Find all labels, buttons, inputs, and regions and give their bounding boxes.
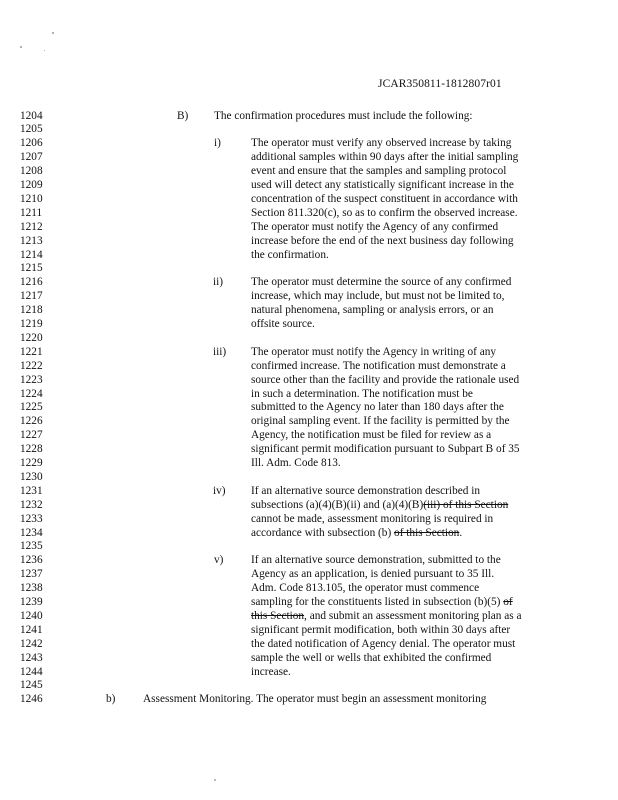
line-text (251, 527, 462, 540)
text-segment: The operator must determine the source of any confirmed (251, 276, 512, 289)
text-segment: the confirmation. (251, 248, 329, 261)
text-line (0, 415, 618, 428)
line-text (251, 165, 506, 178)
line-number: 1216 (20, 276, 43, 289)
text-segment: significant permit modification pursuant to Subpart B of 35 (251, 443, 520, 456)
line-text (251, 554, 501, 567)
line-number: 1206 (20, 137, 43, 150)
struck-text: of this Section (394, 526, 460, 539)
line-number: 1226 (20, 415, 43, 428)
text-segment: significant permit modification, both within 30 days after (251, 623, 511, 636)
text-line (0, 249, 618, 262)
text-segment: source other than the facility and provide the rationale used (251, 373, 520, 386)
text-segment: If an alternative source demonstration described in (251, 484, 480, 497)
line-text (251, 249, 329, 262)
line-number: 1208 (20, 165, 43, 178)
text-line (0, 235, 618, 248)
text-segment: confirmed increase. The notification must demonstrate a (251, 359, 506, 372)
text-line (0, 679, 618, 692)
line-text (251, 276, 511, 289)
text-line (0, 318, 618, 331)
line-number: 1241 (20, 623, 43, 636)
text-line (0, 624, 618, 637)
line-number: 1212 (20, 220, 43, 233)
line-number: 1223 (20, 373, 43, 386)
line-number: 1227 (20, 429, 43, 442)
line-number: 1228 (20, 443, 43, 456)
scan-speck (52, 32, 54, 34)
line-text (251, 318, 315, 331)
text-line (0, 471, 618, 484)
text-segment: increase, which may include, but must not be limited to, (251, 290, 505, 303)
subsection-label: iii) (213, 345, 227, 358)
line-text (251, 415, 510, 428)
text-segment: , and submit an assessment monitoring plan as a (304, 609, 522, 622)
line-number: 1244 (20, 665, 43, 678)
line-number: 1236 (20, 554, 43, 567)
line-text (251, 235, 514, 248)
text-segment: natural phenomena, sampling or analysis errors, or an (251, 304, 494, 317)
text-line (0, 582, 618, 595)
line-number: 1222 (20, 359, 43, 372)
text-segment: Assessment Monitoring. The operator must begin an assessment monitoring (143, 693, 487, 706)
text-line (0, 499, 618, 512)
text-line (0, 165, 618, 178)
text-segment: Ill. Adm. Code 813. (251, 457, 341, 469)
line-number: 1246 (20, 693, 43, 706)
line-number: 1232 (20, 498, 43, 511)
text-segment: The operator must notify the Agency in writing of any (251, 345, 497, 358)
text-segment: additional samples within 90 days after the initial sampling (251, 151, 519, 164)
text-segment: Agency, the notification must be filed for review as a (251, 429, 492, 442)
line-number: 1233 (20, 512, 43, 525)
line-number: 1213 (20, 234, 43, 247)
line-number: 1234 (20, 526, 43, 539)
line-text (251, 179, 514, 192)
text-segment: If an alternative source demonstration, submitted to the (251, 554, 501, 567)
text-segment: The confirmation procedures must include the following: (214, 109, 473, 122)
struck-text: (iii) of this Section (423, 498, 509, 511)
line-text (251, 346, 496, 359)
line-number: 1229 (20, 457, 43, 469)
line-number: 1239 (20, 596, 43, 608)
text-line (0, 596, 618, 609)
text-line (0, 652, 618, 665)
line-text (251, 151, 518, 164)
text-line (0, 401, 618, 414)
line-text (251, 457, 341, 470)
text-segment: accordance with subsection (b) (251, 526, 395, 539)
scan-noise (12, 32, 72, 56)
text-segment: sampling for the constituents listed in subsection (b)(5) (251, 596, 504, 608)
line-number: 1211 (20, 206, 43, 219)
document-id-header: JCAR350811-1812807r01 (378, 78, 502, 90)
text-line (0, 151, 618, 164)
line-number: 1240 (20, 609, 43, 622)
line-number: 1224 (20, 387, 43, 400)
line-number: 1221 (20, 345, 43, 358)
text-segment: increase. (251, 665, 291, 678)
subsection-label: i) (214, 137, 221, 150)
line-text (251, 652, 491, 665)
line-text (251, 388, 473, 401)
text-line (0, 638, 618, 651)
line-text (251, 221, 498, 234)
text-line (0, 137, 618, 150)
scan-speck (214, 779, 216, 781)
line-number: 1243 (20, 651, 43, 664)
line-text (251, 499, 508, 512)
line-text (251, 429, 491, 442)
line-text (251, 207, 518, 220)
line-number: 1219 (20, 318, 43, 330)
text-segment: offsite source. (251, 318, 315, 330)
struck-text: of (503, 596, 513, 608)
line-text (251, 568, 494, 581)
line-number: 1214 (20, 248, 43, 261)
text-line (0, 388, 618, 401)
line-text (251, 582, 479, 595)
text-segment: Agency as an application, is denied pursuant to 35 Ill. (251, 568, 495, 581)
text-segment: Adm. Code 813.105, the operator must commence (251, 582, 480, 595)
text-line (0, 443, 618, 456)
text-segment: concentration of the suspect constituent in accordance with (251, 192, 518, 205)
text-line (0, 457, 618, 470)
line-text (143, 693, 486, 706)
text-segment: cannot be made, assessment monitoring is required in (251, 512, 494, 525)
text-line (0, 527, 618, 540)
text-segment: the dated notification of Agency denial. The operator must (251, 637, 516, 650)
text-line (0, 374, 618, 387)
line-text (251, 638, 515, 651)
text-line (0, 568, 618, 581)
text-line (0, 179, 618, 192)
line-text (251, 485, 480, 498)
subsection-label: v) (214, 554, 224, 567)
line-number: 1238 (20, 582, 43, 595)
text-segment: increase before the end of the next business day following (251, 234, 514, 247)
line-text (251, 401, 504, 414)
line-number: 1205 (20, 123, 43, 136)
line-number: 1210 (20, 192, 43, 205)
line-text (251, 666, 291, 679)
text-line (0, 429, 618, 442)
line-number: 1231 (20, 484, 43, 497)
scan-speck (44, 50, 45, 51)
line-number: 1217 (20, 290, 43, 303)
line-number: 1230 (20, 470, 43, 483)
text-line (0, 513, 618, 526)
line-text (251, 374, 519, 387)
line-text (251, 513, 493, 526)
line-number: 1245 (20, 679, 43, 692)
line-number: 1215 (20, 262, 43, 275)
line-text (251, 193, 518, 206)
line-text (214, 110, 473, 123)
struck-text: this Section (251, 609, 305, 622)
text-line (0, 193, 618, 206)
text-line (0, 221, 618, 234)
line-number: 1242 (20, 637, 43, 650)
text-line (0, 693, 618, 706)
text-line (0, 540, 618, 553)
subsection-label: ii) (213, 276, 224, 289)
text-line (0, 290, 618, 303)
line-text (251, 360, 506, 373)
text-line (0, 262, 618, 275)
line-number: 1209 (20, 179, 43, 191)
line-number: 1220 (20, 331, 43, 344)
subsection-label: iv) (213, 484, 226, 497)
text-segment: sample the well or wells that exhibited the confirmed (251, 651, 492, 664)
text-line (0, 360, 618, 373)
line-text (251, 624, 510, 637)
text-line (0, 123, 618, 136)
text-segment: subsections (a)(4)(B)(ii) and (a)(4)(B) (251, 498, 424, 511)
text-line (0, 304, 618, 317)
line-number: 1204 (20, 109, 43, 122)
text-line (0, 332, 618, 345)
text-line (0, 276, 618, 289)
line-text (251, 596, 513, 609)
line-text (251, 290, 505, 303)
text-line (0, 666, 618, 679)
text-segment: in such a determination. The notification must be (251, 387, 473, 400)
line-number: 1225 (20, 401, 43, 414)
text-segment: . (459, 526, 463, 539)
line-number: 1235 (20, 540, 43, 553)
text-line (0, 485, 618, 498)
line-text (251, 443, 520, 456)
subsection-label: b) (106, 693, 116, 706)
text-segment: The operator must notify the Agency of any confirmed (251, 220, 499, 233)
text-line (0, 207, 618, 220)
scan-speck (20, 46, 22, 48)
text-line (0, 346, 618, 359)
text-segment: submitted to the Agency no later than 180 days after the (251, 401, 504, 414)
line-text (251, 137, 511, 150)
line-number: 1237 (20, 568, 43, 581)
line-number: 1218 (20, 304, 43, 317)
line-text (251, 304, 494, 317)
text-line (0, 110, 618, 123)
line-number: 1207 (20, 151, 43, 164)
line-text (251, 610, 521, 623)
text-segment: Section 811.320(c), so as to confirm the observed increase. (251, 206, 518, 219)
text-segment: used will detect any statistically significant increase in the (251, 179, 514, 191)
text-segment: The operator must verify any observed increase by taking (251, 137, 512, 150)
text-segment: event and ensure that the samples and sampling protocol (251, 165, 507, 178)
subsection-label: B) (177, 109, 189, 122)
text-line (0, 610, 618, 623)
text-line (0, 554, 618, 567)
text-segment: original sampling event. If the facility is permitted by the (251, 415, 510, 428)
